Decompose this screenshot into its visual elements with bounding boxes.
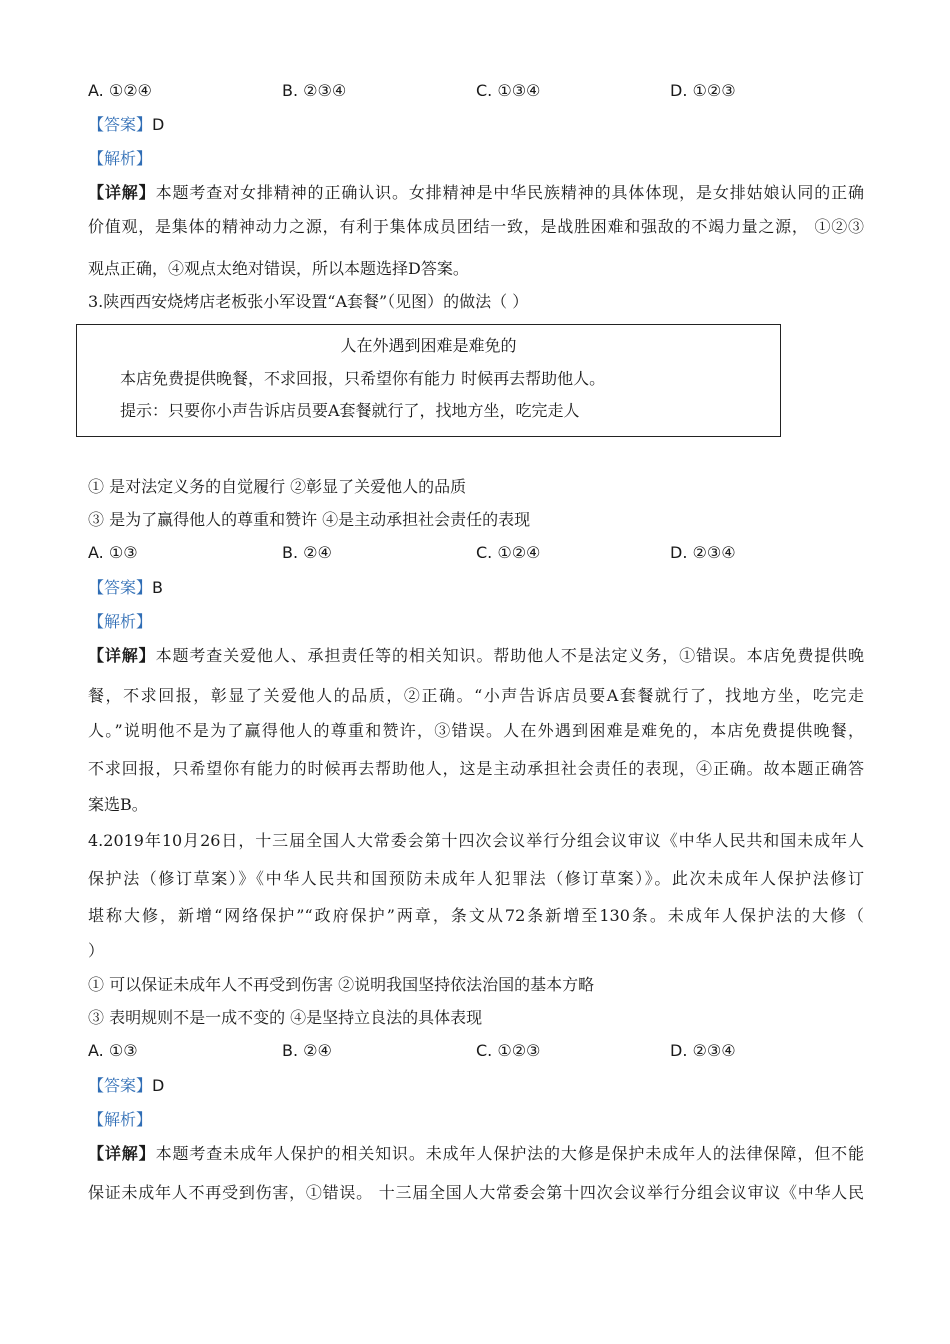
q3-option-d: D. ②③④ xyxy=(670,543,736,562)
q3-option-a: A. ①③ xyxy=(88,543,138,562)
q4-option-c: C. ①②③ xyxy=(476,1041,541,1060)
q4-option-a: A. ①③ xyxy=(88,1041,138,1060)
q2-option-c: C. ①③④ xyxy=(476,81,541,100)
q3-stem: 3.陕西西安烧烤店老板张小军设置“A套餐”（见图）的做法（ ） xyxy=(88,292,529,311)
q2-option-b: B. ②③④ xyxy=(282,81,347,100)
q4-detail-line-2: 保证未成年人不再受到伤害，①错误。 十三届全国人大常委会第十四次会议举行分组会议审议《中华人民 xyxy=(88,1183,864,1202)
q4-stem-line-2: 保护法（修订草案）》《中华人民共和国预防未成年人犯罪法（修订草案）》。此次未成年人保护法修订 xyxy=(88,869,864,888)
q3-answer: 【答案】B xyxy=(88,578,163,597)
q3-notice-line-2: 提示：只要你小声告诉店员要A套餐就行了，找地方坐，吃完走人 xyxy=(120,401,580,420)
q3-statement-1: ① 是对法定义务的自觉履行 ②彰显了关爱他人的品质 xyxy=(88,477,467,496)
q4-answer: 【答案】D xyxy=(88,1076,165,1095)
q3-detail-line-3: 人。”说明他不是为了赢得他人的尊重和赞许，③错误。人在外遇到困难是难免的，本店免费提供晚餐， xyxy=(88,721,864,740)
q2-option-d: D. ①②③ xyxy=(670,81,736,100)
q2-detail-line-2: 价值观，是集体的精神动力之源，有利于集体成员团结一致，是战胜困难和强敌的不竭力量之源， ①②③ xyxy=(88,217,864,236)
q3-statement-2: ③ 是为了赢得他人的尊重和赞许 ④是主动承担社会责任的表现 xyxy=(88,510,531,529)
q4-options xyxy=(88,1040,868,1062)
q4-stem-line-3: 堪称大修，新增“网络保护”“政府保护”两章，条文从72条新增至130条。未成年人保护法的大修（ xyxy=(88,906,864,925)
q4-stem-line-1: 4.2019年10月26日，十三届全国人大常委会第十四次会议举行分组会议审议《中华人民共和国未成年人 xyxy=(88,831,864,850)
q4-statement-1: ① 可以保证未成年人不再受到伤害 ②说明我国坚持依法治国的基本方略 xyxy=(88,975,595,994)
q3-notice-box xyxy=(76,324,781,437)
q2-option-a: A. ①②④ xyxy=(88,81,152,100)
q3-detail-line-4: 不求回报，只希望你有能力的时候再去帮助他人，这是主动承担社会责任的表现，④正确。故本题正确答 xyxy=(88,759,864,778)
q3-analysis-tag: 【解析】 xyxy=(88,612,153,631)
q4-analysis-tag: 【解析】 xyxy=(88,1110,153,1129)
q2-answer: 【答案】D xyxy=(88,115,165,134)
q2-detail-line-1: 【详解】本题考查对女排精神的正确认识。女排精神是中华民族精神的具体体现，是女排姑娘认同的正确 xyxy=(88,183,864,202)
q3-options xyxy=(88,542,868,564)
q2-analysis-tag: 【解析】 xyxy=(88,149,153,168)
q3-notice-title: 人在外遇到困难是难免的 xyxy=(340,336,517,355)
q4-stem-line-4: ） xyxy=(88,941,105,960)
q4-option-d: D. ②③④ xyxy=(670,1041,736,1060)
q3-option-b: B. ②④ xyxy=(282,543,332,562)
q4-option-b: B. ②④ xyxy=(282,1041,332,1060)
q4-statement-2: ③ 表明规则不是一成不变的 ④是坚持立良法的具体表现 xyxy=(88,1008,483,1027)
q2-detail-line-3: 观点正确，④观点太绝对错误，所以本题选择D答案。 xyxy=(88,259,469,278)
q3-detail-line-1: 【详解】本题考查关爱他人、承担责任等的相关知识。帮助他人不是法定义务，①错误。本店免费提供晚 xyxy=(88,646,864,665)
q3-option-c: C. ①②④ xyxy=(476,543,541,562)
q4-detail-line-1: 【详解】本题考查未成年人保护的相关知识。未成年人保护法的大修是保护未成年人的法律保障，但不能 xyxy=(88,1144,864,1163)
q3-detail-line-5: 案选B。 xyxy=(88,795,148,814)
q3-notice-line-1: 本店免费提供晚餐，不求回报，只希望你有能力 时候再去帮助他人。 xyxy=(120,369,606,388)
q3-detail-line-2: 餐，不求回报，彰显了关爱他人的品质，②正确。“小声告诉店员要A套餐就行了，找地方坐，吃完走 xyxy=(88,686,864,705)
q2-options xyxy=(88,80,868,102)
